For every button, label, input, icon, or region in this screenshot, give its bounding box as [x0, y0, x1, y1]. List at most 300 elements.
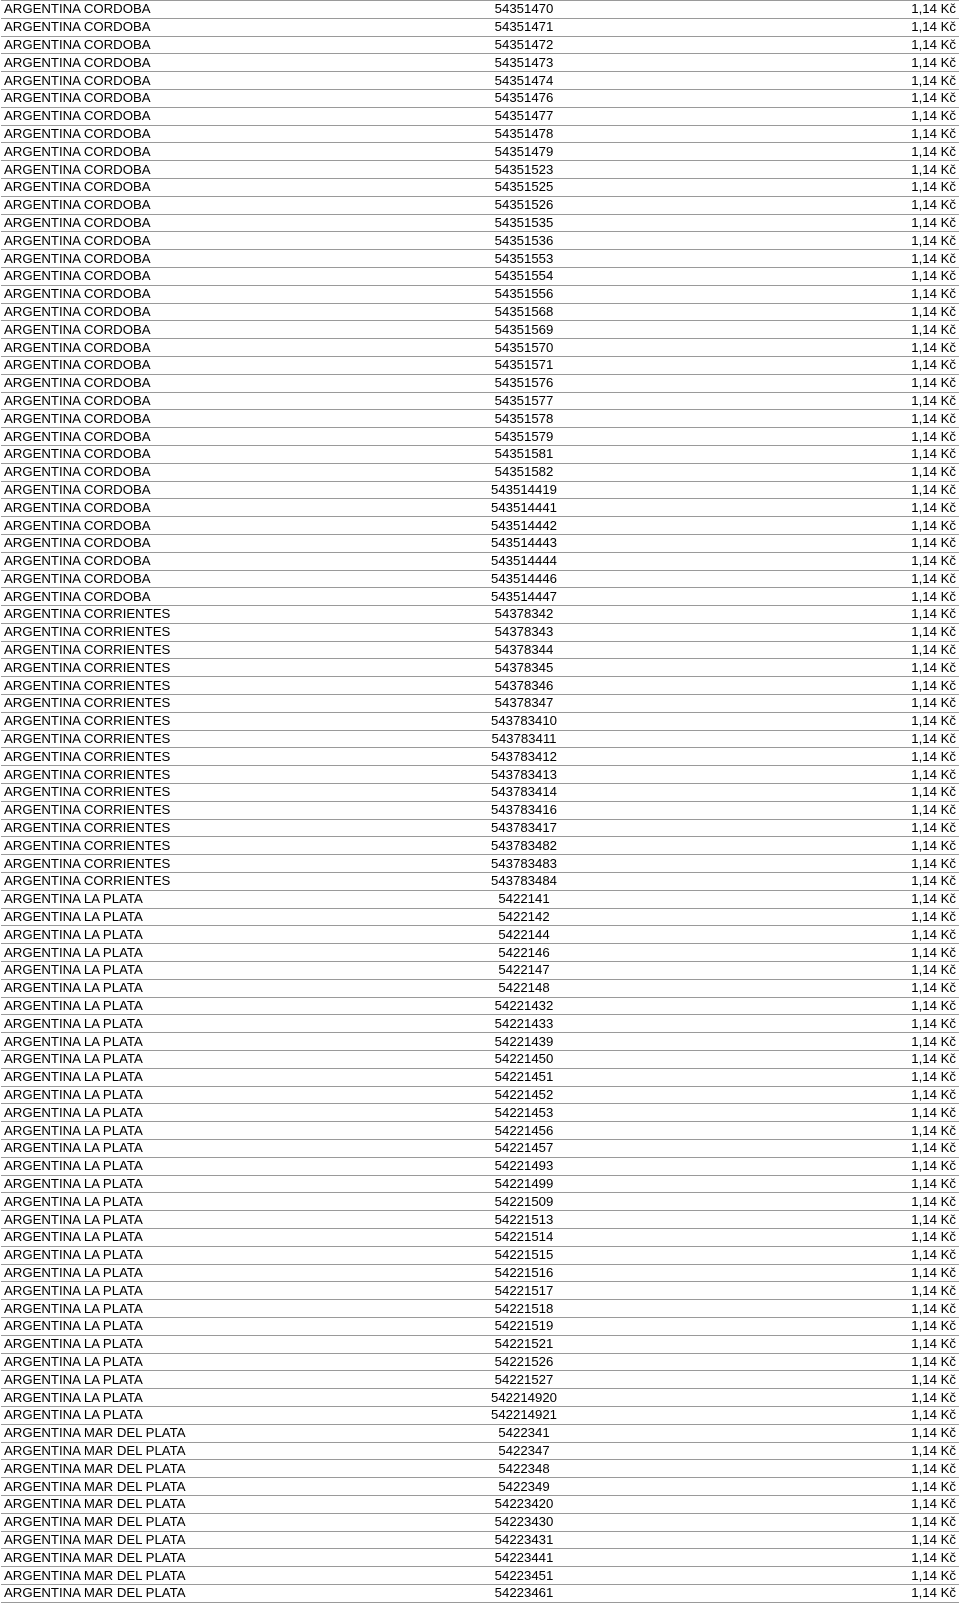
table-row: [1, 570, 959, 588]
prefix-cell: 543783482: [387, 837, 661, 855]
prefix-cell: 54223430: [387, 1513, 661, 1531]
price-cell: 1,14 Kč: [661, 428, 959, 446]
destination-cell: ARGENTINA CORDOBA: [1, 534, 387, 552]
price-cell: 1,14 Kč: [661, 623, 959, 641]
prefix-cell: 54351579: [387, 428, 661, 446]
destination-cell: ARGENTINA LA PLATA: [1, 1086, 387, 1104]
prefix-cell: 54351472: [387, 36, 661, 54]
destination-cell: ARGENTINA LA PLATA: [1, 1015, 387, 1033]
price-cell: 1,14 Kč: [661, 463, 959, 481]
price-cell: 1,14 Kč: [661, 908, 959, 926]
price-cell: 1,14 Kč: [661, 250, 959, 268]
destination-cell: ARGENTINA LA PLATA: [1, 944, 387, 962]
prefix-cell: 54351470: [387, 1, 661, 19]
prefix-cell: 54221432: [387, 997, 661, 1015]
destination-cell: ARGENTINA CORRIENTES: [1, 659, 387, 677]
table-row: [1, 463, 959, 481]
table-row: [1, 962, 959, 980]
price-cell: 1,14 Kč: [661, 1033, 959, 1051]
table-row: [1, 801, 959, 819]
table-row: [1, 1122, 959, 1140]
price-cell: 1,14 Kč: [661, 926, 959, 944]
destination-cell: ARGENTINA MAR DEL PLATA: [1, 1513, 387, 1531]
table-row: [1, 517, 959, 535]
price-cell: 1,14 Kč: [661, 962, 959, 980]
table-row: [1, 178, 959, 196]
table-row: [1, 1424, 959, 1442]
destination-cell: ARGENTINA CORDOBA: [1, 107, 387, 125]
prefix-cell: 54221493: [387, 1157, 661, 1175]
price-cell: 1,14 Kč: [661, 1531, 959, 1549]
prefix-cell: 543783414: [387, 784, 661, 802]
table-row: [1, 748, 959, 766]
price-cell: 1,14 Kč: [661, 1513, 959, 1531]
prefix-cell: 54351536: [387, 232, 661, 250]
price-cell: 1,14 Kč: [661, 499, 959, 517]
prefix-cell: 54351477: [387, 107, 661, 125]
destination-cell: ARGENTINA LA PLATA: [1, 1033, 387, 1051]
table-row: [1, 890, 959, 908]
table-row: [1, 321, 959, 339]
prefix-cell: 54221433: [387, 1015, 661, 1033]
destination-cell: ARGENTINA CORRIENTES: [1, 641, 387, 659]
price-cell: 1,14 Kč: [661, 890, 959, 908]
prefix-cell: 5422141: [387, 890, 661, 908]
price-cell: 1,14 Kč: [661, 1584, 959, 1602]
prefix-cell: 54351556: [387, 285, 661, 303]
destination-cell: ARGENTINA LA PLATA: [1, 1157, 387, 1175]
price-cell: 1,14 Kč: [661, 748, 959, 766]
price-cell: 1,14 Kč: [661, 997, 959, 1015]
price-cell: 1,14 Kč: [661, 18, 959, 36]
price-cell: 1,14 Kč: [661, 36, 959, 54]
table-row: [1, 428, 959, 446]
table-row: [1, 588, 959, 606]
prefix-cell: 543514446: [387, 570, 661, 588]
table-row: [1, 107, 959, 125]
table-row: [1, 1157, 959, 1175]
prefix-cell: 543514447: [387, 588, 661, 606]
prefix-cell: 5422142: [387, 908, 661, 926]
price-cell: 1,14 Kč: [661, 303, 959, 321]
prefix-cell: 543783416: [387, 801, 661, 819]
destination-cell: ARGENTINA CORRIENTES: [1, 623, 387, 641]
table-row: [1, 1371, 959, 1389]
table-row: [1, 926, 959, 944]
destination-cell: ARGENTINA CORDOBA: [1, 339, 387, 357]
prefix-cell: 54351554: [387, 267, 661, 285]
price-cell: 1,14 Kč: [661, 873, 959, 891]
price-cell: 1,14 Kč: [661, 944, 959, 962]
table-row: [1, 1353, 959, 1371]
prefix-cell: 54221521: [387, 1335, 661, 1353]
destination-cell: ARGENTINA MAR DEL PLATA: [1, 1549, 387, 1567]
destination-cell: ARGENTINA LA PLATA: [1, 1371, 387, 1389]
prefix-cell: 543783483: [387, 855, 661, 873]
price-cell: 1,14 Kč: [661, 1549, 959, 1567]
price-cell: 1,14 Kč: [661, 1140, 959, 1158]
destination-cell: ARGENTINA LA PLATA: [1, 1051, 387, 1069]
prefix-cell: 54378343: [387, 623, 661, 641]
destination-cell: ARGENTINA CORDOBA: [1, 374, 387, 392]
table-row: [1, 339, 959, 357]
table-row: [1, 1, 959, 19]
price-cell: 1,14 Kč: [661, 445, 959, 463]
prefix-cell: 54221439: [387, 1033, 661, 1051]
destination-cell: ARGENTINA CORDOBA: [1, 72, 387, 90]
destination-cell: ARGENTINA CORDOBA: [1, 303, 387, 321]
prefix-cell: 54223441: [387, 1549, 661, 1567]
price-cell: 1,14 Kč: [661, 1051, 959, 1069]
destination-cell: ARGENTINA CORDOBA: [1, 552, 387, 570]
price-cell: 1,14 Kč: [661, 979, 959, 997]
destination-cell: ARGENTINA CORDOBA: [1, 428, 387, 446]
table-row: [1, 766, 959, 784]
destination-cell: ARGENTINA LA PLATA: [1, 1353, 387, 1371]
destination-cell: ARGENTINA LA PLATA: [1, 1406, 387, 1424]
table-row: [1, 641, 959, 659]
destination-cell: ARGENTINA LA PLATA: [1, 1140, 387, 1158]
table-row: [1, 534, 959, 552]
table-row: [1, 997, 959, 1015]
price-cell: 1,14 Kč: [661, 1015, 959, 1033]
price-cell: 1,14 Kč: [661, 1371, 959, 1389]
prefix-cell: 543514444: [387, 552, 661, 570]
prefix-cell: 542214921: [387, 1406, 661, 1424]
prefix-cell: 54221450: [387, 1051, 661, 1069]
prefix-cell: 54378344: [387, 641, 661, 659]
price-cell: 1,14 Kč: [661, 481, 959, 499]
table-row: [1, 72, 959, 90]
table-row: [1, 356, 959, 374]
destination-cell: ARGENTINA CORDOBA: [1, 250, 387, 268]
table-row: [1, 89, 959, 107]
price-cell: 1,14 Kč: [661, 766, 959, 784]
destination-cell: ARGENTINA LA PLATA: [1, 1282, 387, 1300]
table-row: [1, 1335, 959, 1353]
price-cell: 1,14 Kč: [661, 267, 959, 285]
price-cell: 1,14 Kč: [661, 1317, 959, 1335]
price-cell: 1,14 Kč: [661, 784, 959, 802]
table-row: [1, 285, 959, 303]
destination-cell: ARGENTINA LA PLATA: [1, 962, 387, 980]
destination-cell: ARGENTINA CORDOBA: [1, 125, 387, 143]
prefix-cell: 54221499: [387, 1175, 661, 1193]
price-cell: 1,14 Kč: [661, 125, 959, 143]
table-row: [1, 659, 959, 677]
price-cell: 1,14 Kč: [661, 1424, 959, 1442]
prefix-cell: 54221513: [387, 1211, 661, 1229]
destination-cell: ARGENTINA LA PLATA: [1, 1335, 387, 1353]
table-row: [1, 1228, 959, 1246]
price-cell: 1,14 Kč: [661, 196, 959, 214]
prefix-cell: 543783484: [387, 873, 661, 891]
destination-cell: ARGENTINA CORDOBA: [1, 54, 387, 72]
prefix-cell: 54221516: [387, 1264, 661, 1282]
prefix-cell: 54351577: [387, 392, 661, 410]
price-cell: 1,14 Kč: [661, 1478, 959, 1496]
table-row: [1, 1549, 959, 1567]
destination-cell: ARGENTINA CORDOBA: [1, 517, 387, 535]
price-cell: 1,14 Kč: [661, 374, 959, 392]
table-row: [1, 1086, 959, 1104]
destination-cell: ARGENTINA LA PLATA: [1, 908, 387, 926]
prefix-cell: 54351569: [387, 321, 661, 339]
table-row: [1, 1495, 959, 1513]
table-row: [1, 908, 959, 926]
destination-cell: ARGENTINA LA PLATA: [1, 1300, 387, 1318]
price-cell: 1,14 Kč: [661, 232, 959, 250]
destination-cell: ARGENTINA LA PLATA: [1, 1211, 387, 1229]
prefix-cell: 54378347: [387, 695, 661, 713]
prefix-cell: 5422349: [387, 1478, 661, 1496]
table-row: [1, 196, 959, 214]
destination-cell: ARGENTINA CORRIENTES: [1, 712, 387, 730]
prefix-cell: 54351553: [387, 250, 661, 268]
price-cell: 1,14 Kč: [661, 54, 959, 72]
price-cell: 1,14 Kč: [661, 72, 959, 90]
price-cell: 1,14 Kč: [661, 214, 959, 232]
price-cell: 1,14 Kč: [661, 1068, 959, 1086]
prefix-cell: 54223461: [387, 1584, 661, 1602]
price-cell: 1,14 Kč: [661, 285, 959, 303]
destination-cell: ARGENTINA LA PLATA: [1, 1264, 387, 1282]
table-row: [1, 267, 959, 285]
table-row: [1, 1406, 959, 1424]
destination-cell: ARGENTINA CORDOBA: [1, 232, 387, 250]
destination-cell: ARGENTINA CORDOBA: [1, 1, 387, 19]
destination-cell: ARGENTINA CORDOBA: [1, 392, 387, 410]
table-row: [1, 1531, 959, 1549]
destination-cell: ARGENTINA LA PLATA: [1, 1193, 387, 1211]
destination-cell: ARGENTINA CORRIENTES: [1, 606, 387, 624]
table-row: [1, 552, 959, 570]
price-cell: 1,14 Kč: [661, 1406, 959, 1424]
table-row: [1, 944, 959, 962]
price-cell: 1,14 Kč: [661, 1086, 959, 1104]
price-cell: 1,14 Kč: [661, 107, 959, 125]
price-cell: 1,14 Kč: [661, 1175, 959, 1193]
table-row: [1, 445, 959, 463]
destination-cell: ARGENTINA MAR DEL PLATA: [1, 1478, 387, 1496]
prefix-cell: 543783412: [387, 748, 661, 766]
table-row: [1, 1211, 959, 1229]
destination-cell: ARGENTINA CORDOBA: [1, 499, 387, 517]
prefix-cell: 54351476: [387, 89, 661, 107]
table-row: [1, 1567, 959, 1585]
prefix-cell: 54351525: [387, 178, 661, 196]
price-cell: 1,14 Kč: [661, 1122, 959, 1140]
price-cell: 1,14 Kč: [661, 1104, 959, 1122]
destination-cell: ARGENTINA CORDOBA: [1, 285, 387, 303]
price-cell: 1,14 Kč: [661, 801, 959, 819]
destination-cell: ARGENTINA MAR DEL PLATA: [1, 1460, 387, 1478]
table-row: [1, 303, 959, 321]
destination-cell: ARGENTINA CORRIENTES: [1, 748, 387, 766]
prefix-cell: 54351523: [387, 161, 661, 179]
table-row: [1, 979, 959, 997]
price-cell: 1,14 Kč: [661, 677, 959, 695]
price-cell: 1,14 Kč: [661, 819, 959, 837]
table-row: [1, 1015, 959, 1033]
price-cell: 1,14 Kč: [661, 410, 959, 428]
prefix-cell: 5422348: [387, 1460, 661, 1478]
table-row: [1, 36, 959, 54]
table-row: [1, 1584, 959, 1602]
prefix-cell: 5422148: [387, 979, 661, 997]
destination-cell: ARGENTINA LA PLATA: [1, 1068, 387, 1086]
prefix-cell: 54378345: [387, 659, 661, 677]
destination-cell: ARGENTINA CORRIENTES: [1, 873, 387, 891]
table-row: [1, 730, 959, 748]
price-cell: 1,14 Kč: [661, 588, 959, 606]
price-cell: 1,14 Kč: [661, 1353, 959, 1371]
destination-cell: ARGENTINA CORDOBA: [1, 36, 387, 54]
table-row: [1, 695, 959, 713]
table-row: [1, 1246, 959, 1264]
destination-cell: ARGENTINA LA PLATA: [1, 979, 387, 997]
destination-cell: ARGENTINA CORDOBA: [1, 18, 387, 36]
table-row: [1, 54, 959, 72]
prefix-cell: 54351478: [387, 125, 661, 143]
destination-cell: ARGENTINA CORRIENTES: [1, 677, 387, 695]
destination-cell: ARGENTINA CORDOBA: [1, 463, 387, 481]
destination-cell: ARGENTINA CORDOBA: [1, 89, 387, 107]
prefix-cell: 54221456: [387, 1122, 661, 1140]
table-row: [1, 623, 959, 641]
table-row: [1, 819, 959, 837]
prefix-cell: 54351582: [387, 463, 661, 481]
destination-cell: ARGENTINA CORDOBA: [1, 588, 387, 606]
table-row: [1, 499, 959, 517]
price-cell: 1,14 Kč: [661, 321, 959, 339]
table-row: [1, 1460, 959, 1478]
prefix-cell: 54378346: [387, 677, 661, 695]
prefix-cell: 543783410: [387, 712, 661, 730]
price-cell: 1,14 Kč: [661, 1335, 959, 1353]
price-cell: 1,14 Kč: [661, 1264, 959, 1282]
prefix-cell: 54351576: [387, 374, 661, 392]
prefix-cell: 54351474: [387, 72, 661, 90]
price-cell: 1,14 Kč: [661, 606, 959, 624]
price-cell: 1,14 Kč: [661, 161, 959, 179]
table-row: [1, 1140, 959, 1158]
table-row: [1, 712, 959, 730]
destination-cell: ARGENTINA LA PLATA: [1, 890, 387, 908]
price-cell: 1,14 Kč: [661, 1442, 959, 1460]
table-row: [1, 677, 959, 695]
destination-cell: ARGENTINA MAR DEL PLATA: [1, 1442, 387, 1460]
prefix-cell: 54351535: [387, 214, 661, 232]
price-cell: 1,14 Kč: [661, 552, 959, 570]
price-cell: 1,14 Kč: [661, 143, 959, 161]
table-row: [1, 125, 959, 143]
destination-cell: ARGENTINA LA PLATA: [1, 1175, 387, 1193]
prefix-cell: 543783417: [387, 819, 661, 837]
price-cell: 1,14 Kč: [661, 1246, 959, 1264]
table-row: [1, 606, 959, 624]
destination-cell: ARGENTINA LA PLATA: [1, 1389, 387, 1407]
prefix-cell: 54221526: [387, 1353, 661, 1371]
table-row: [1, 232, 959, 250]
destination-cell: ARGENTINA CORRIENTES: [1, 784, 387, 802]
prefix-cell: 543783411: [387, 730, 661, 748]
price-cell: 1,14 Kč: [661, 356, 959, 374]
destination-cell: ARGENTINA CORDOBA: [1, 196, 387, 214]
table-row: [1, 1104, 959, 1122]
table-row: [1, 1442, 959, 1460]
price-cell: 1,14 Kč: [661, 695, 959, 713]
prefix-cell: 543514441: [387, 499, 661, 517]
destination-cell: ARGENTINA LA PLATA: [1, 1246, 387, 1264]
table-row: [1, 18, 959, 36]
destination-cell: ARGENTINA LA PLATA: [1, 1104, 387, 1122]
table-row: [1, 392, 959, 410]
price-cell: 1,14 Kč: [661, 1193, 959, 1211]
table-row: [1, 855, 959, 873]
price-cell: 1,14 Kč: [661, 89, 959, 107]
prefix-cell: 54221451: [387, 1068, 661, 1086]
prefix-cell: 5422146: [387, 944, 661, 962]
prefix-cell: 54221518: [387, 1300, 661, 1318]
price-cell: 1,14 Kč: [661, 1495, 959, 1513]
prefix-cell: 54351570: [387, 339, 661, 357]
prefix-cell: 54221457: [387, 1140, 661, 1158]
destination-cell: ARGENTINA CORRIENTES: [1, 766, 387, 784]
destination-cell: ARGENTINA MAR DEL PLATA: [1, 1531, 387, 1549]
price-cell: 1,14 Kč: [661, 1389, 959, 1407]
destination-cell: ARGENTINA LA PLATA: [1, 1122, 387, 1140]
destination-cell: ARGENTINA CORDOBA: [1, 445, 387, 463]
price-cell: 1,14 Kč: [661, 730, 959, 748]
price-cell: 1,14 Kč: [661, 1, 959, 19]
prefix-cell: 5422347: [387, 1442, 661, 1460]
destination-cell: ARGENTINA CORDOBA: [1, 143, 387, 161]
table-row: [1, 1389, 959, 1407]
prefix-cell: 54351473: [387, 54, 661, 72]
destination-cell: ARGENTINA MAR DEL PLATA: [1, 1495, 387, 1513]
table-row: [1, 1264, 959, 1282]
destination-cell: ARGENTINA CORRIENTES: [1, 819, 387, 837]
prefix-cell: 54351471: [387, 18, 661, 36]
destination-cell: ARGENTINA CORDOBA: [1, 161, 387, 179]
prefix-cell: 54221514: [387, 1228, 661, 1246]
price-cell: 1,14 Kč: [661, 570, 959, 588]
prefix-cell: 54351581: [387, 445, 661, 463]
price-cell: 1,14 Kč: [661, 517, 959, 535]
prefix-cell: 54351568: [387, 303, 661, 321]
destination-cell: ARGENTINA CORRIENTES: [1, 837, 387, 855]
table-row: [1, 784, 959, 802]
price-cell: 1,14 Kč: [661, 1228, 959, 1246]
destination-cell: ARGENTINA MAR DEL PLATA: [1, 1567, 387, 1585]
prefix-cell: 54378342: [387, 606, 661, 624]
table-row: [1, 374, 959, 392]
price-cell: 1,14 Kč: [661, 1282, 959, 1300]
table-row: [1, 1193, 959, 1211]
price-cell: 1,14 Kč: [661, 1567, 959, 1585]
table-row: [1, 410, 959, 428]
destination-cell: ARGENTINA LA PLATA: [1, 1228, 387, 1246]
table-row: [1, 1300, 959, 1318]
prefix-cell: 543514419: [387, 481, 661, 499]
price-cell: 1,14 Kč: [661, 392, 959, 410]
price-cell: 1,14 Kč: [661, 534, 959, 552]
prefix-cell: 54223451: [387, 1567, 661, 1585]
table-row: [1, 1478, 959, 1496]
table-row: [1, 1175, 959, 1193]
destination-cell: ARGENTINA CORDOBA: [1, 410, 387, 428]
